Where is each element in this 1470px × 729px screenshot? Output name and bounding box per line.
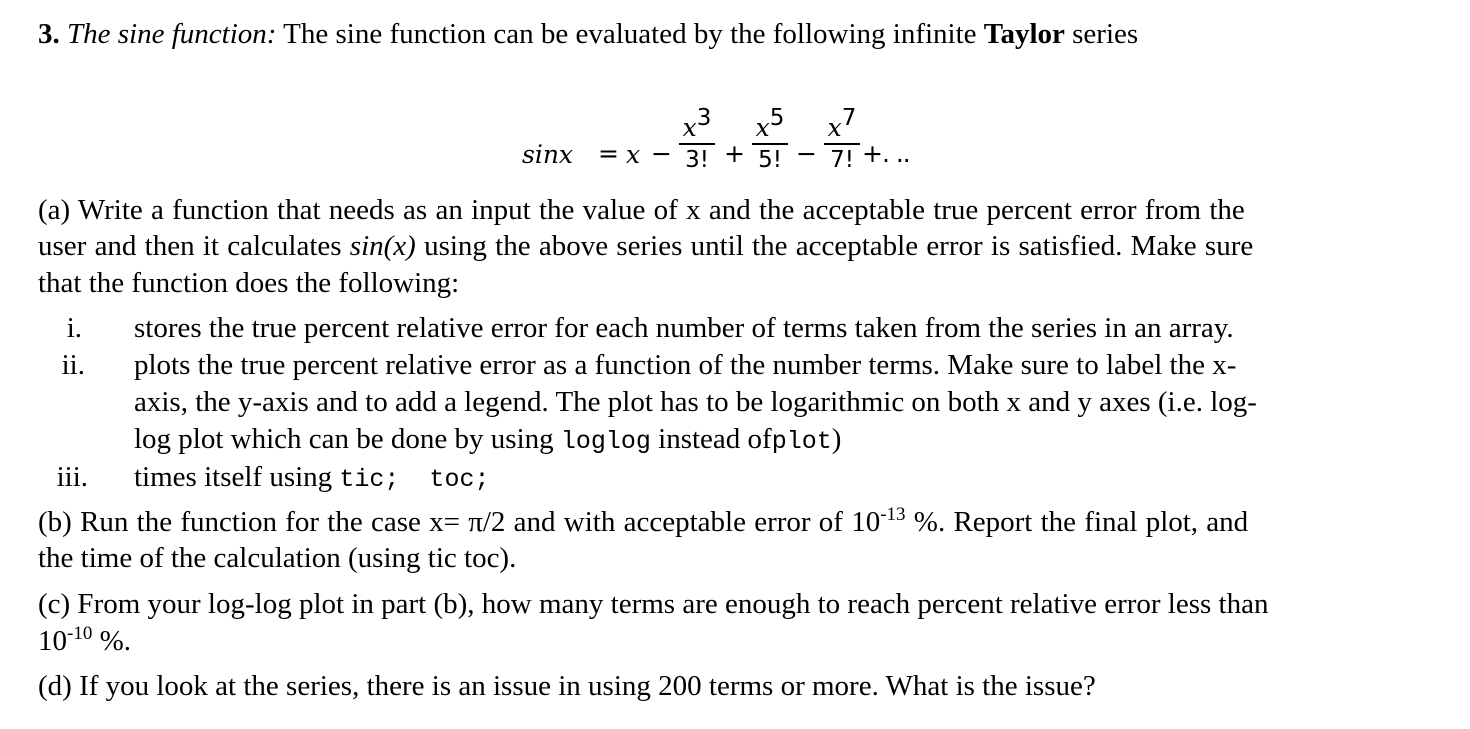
frac3-exp: 7 bbox=[841, 105, 857, 131]
part-d-line-1: (d) If you look at the series, there is an issue in using 200 terms or more. What is the issue? bbox=[38, 670, 1096, 702]
part-b-exponent: -13 bbox=[880, 504, 906, 525]
eq-lhs: sinx bbox=[522, 140, 574, 169]
list-item-ii-line-3-pre: log plot which can be done by using bbox=[134, 423, 554, 455]
taylor-series-equation bbox=[0, 105, 1470, 187]
problem-heading bbox=[38, 18, 1138, 51]
heading-bold-word: Taylor bbox=[983, 18, 1065, 50]
list-item-ii-line-3-post: ) bbox=[831, 423, 842, 455]
list-item-iii bbox=[134, 461, 489, 494]
frac2-exp: 5 bbox=[769, 105, 785, 131]
fraction-x5 bbox=[752, 105, 788, 173]
frac1-exp: 3 bbox=[696, 105, 712, 131]
frac1-den: 3! bbox=[685, 147, 709, 173]
problem-number: 3. bbox=[38, 18, 60, 50]
fraction-x3 bbox=[679, 105, 715, 173]
problem-title: The sine function: bbox=[67, 18, 277, 50]
list-item-iii-text: times itself using bbox=[134, 461, 333, 493]
part-b-line-2: the time of the calculation (using tic toc). bbox=[38, 542, 517, 574]
part-c-line-2-post: %. bbox=[92, 625, 131, 657]
code-plot: plot bbox=[771, 427, 832, 456]
frac1-bar bbox=[679, 143, 715, 145]
part-b-line-1 bbox=[38, 506, 1248, 539]
code-tic-toc: tic; toc; bbox=[339, 465, 490, 494]
eq-minus-2: − bbox=[796, 139, 817, 168]
frac1-num: x bbox=[682, 113, 697, 142]
part-c-line-1: (c) From your log-log plot in part (b), how many terms are enough to reach percent relative error less than bbox=[38, 588, 1269, 620]
eq-x: x bbox=[626, 140, 641, 169]
frac3-den: 7! bbox=[830, 147, 854, 173]
part-c-line-2 bbox=[38, 625, 131, 658]
code-loglog: loglog bbox=[560, 427, 651, 456]
frac3-num: x bbox=[827, 113, 842, 142]
list-item-ii-line-2: axis, the y-axis and to add a legend. The plot has to be logarithmic on both x and y axes (i.e. log- bbox=[134, 386, 1257, 418]
eq-plus-1: + bbox=[724, 139, 745, 168]
part-c-line-2-pre: 10 bbox=[38, 625, 67, 657]
part-a-line-2-post: using the above series until the acceptable error is satisfied. Make sure bbox=[424, 230, 1254, 262]
part-c-exponent: -10 bbox=[67, 623, 93, 644]
list-item-i: stores the true percent relative error for each number of terms taken from the series in an array. bbox=[134, 312, 1234, 344]
frac2-num: x bbox=[755, 113, 770, 142]
eq-equals: = bbox=[598, 139, 619, 168]
part-a-line-1: (a) Write a function that needs as an input the value of x and the acceptable true percent error from the bbox=[38, 194, 1245, 226]
frac3-bar bbox=[824, 143, 860, 145]
heading-text: The sine function can be evaluated by the following infinite bbox=[283, 18, 977, 50]
list-item-ii-line-3 bbox=[134, 423, 841, 456]
frac2-den: 5! bbox=[758, 147, 782, 173]
part-a-line-3: that the function does the following: bbox=[38, 267, 460, 299]
heading-text-end: series bbox=[1072, 18, 1139, 50]
part-a-sin-x: sin(x) bbox=[349, 230, 416, 262]
list-item-ii-line-1: plots the true percent relative error as a function of the number terms. Make sure to label the x- bbox=[134, 349, 1237, 381]
list-num-ii: ii. bbox=[61, 349, 85, 381]
frac2-bar bbox=[752, 143, 788, 145]
eq-minus-1: − bbox=[651, 139, 672, 168]
list-item-ii-line-3-mid: instead of bbox=[658, 423, 772, 455]
part-b-line-1-post: %. Report the final plot, and bbox=[905, 506, 1249, 538]
list-num-iii: iii. bbox=[56, 461, 88, 493]
part-a-line-2 bbox=[38, 230, 1253, 263]
part-b-line-1-pre: (b) Run the function for the case x= π/2 and with acceptable error of 10 bbox=[38, 506, 881, 538]
list-num-i: i. bbox=[66, 312, 82, 344]
part-a-line-2-pre: user and then it calculates bbox=[38, 230, 342, 262]
eq-tail: +. .. bbox=[862, 139, 910, 168]
fraction-x7 bbox=[824, 105, 860, 173]
